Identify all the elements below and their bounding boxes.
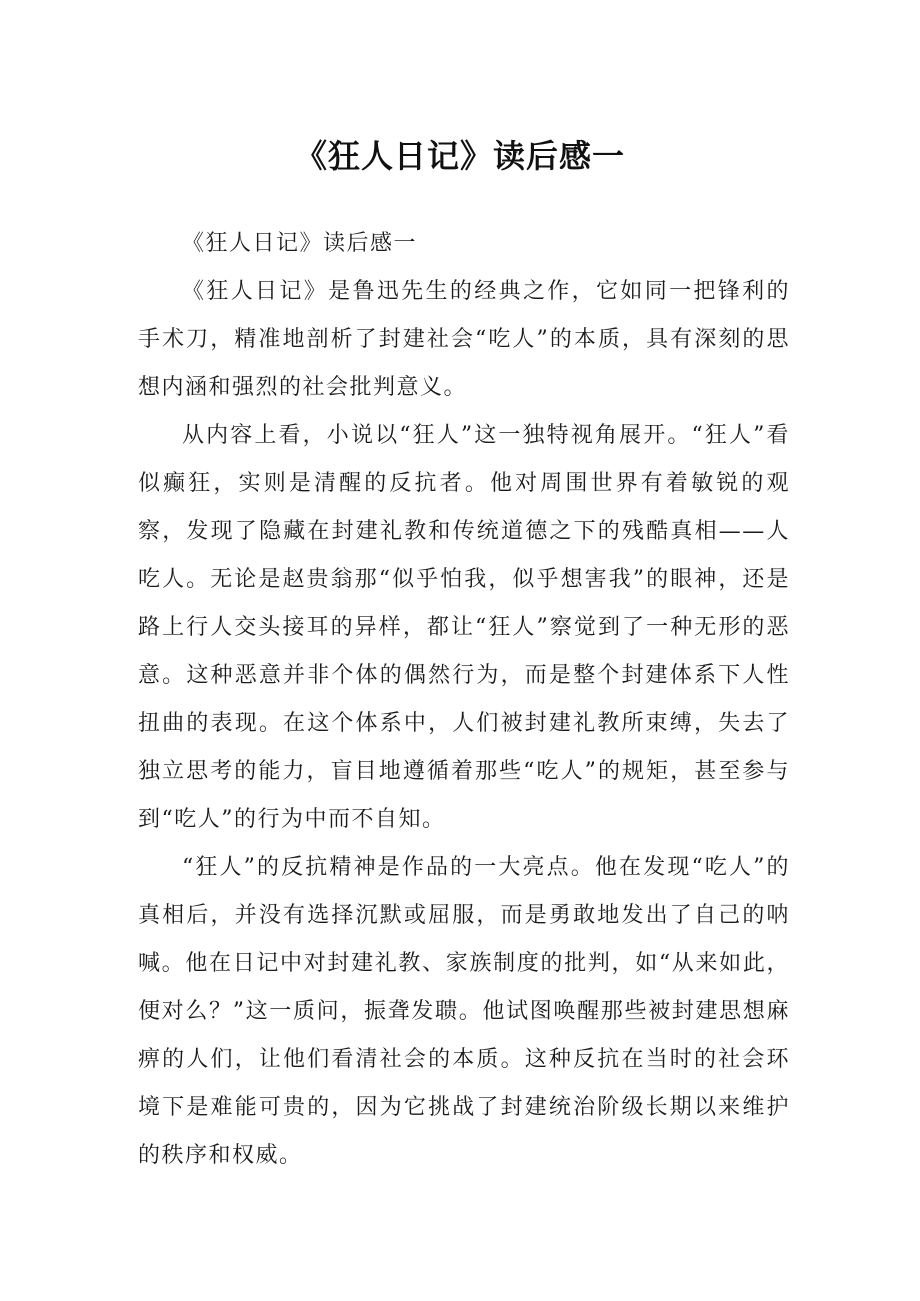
document-title: 《狂人日记》读后感一 [294, 137, 625, 175]
paragraph-2: 从内容上看，小说以“狂人”这一独特视角展开。“狂人”看似癫狂，实则是清醒的反抗者。他对周围世界有着敏锐的观察，发现了隐藏在封建礼教和传统道德之下的残酷真相——人吃人。无论是赵贵翁那“似乎怕我，似乎想害我”的眼神，还是路上行人交头接耳的异样，都让“狂人”察觉到了一种无形的恶意。这种恶意并非个体的偶然行为，而是整个封建体系下人性扭曲的表现。在这个体系中，人们被封建礼教所束缚，失去了独立思考的能力，盲目地遵循着那些“吃人”的规矩，甚至参与到“吃人”的行为中而不自知。 [138, 423, 790, 832]
paragraph-1: 《狂人日记》是鲁迅先生的经典之作，它如同一把锋利的手术刀，精准地剖析了封建社会“吃人”的本质，具有深刻的思想内涵和强烈的社会批判意义。 [138, 279, 790, 400]
document-body [138, 220, 790, 1180]
paragraph-3: “狂人”的反抗精神是作品的一大亮点。他在发现“吃人”的真相后，并没有选择沉默或屈服，而是勇敢地发出了自己的呐喊。他在日记中对封建礼教、家族制度的批判，如“从来如此，便对么？”这一质问，振聋发聩。他试图唤醒那些被封建思想麻痹的人们，让他们看清社会的本质。这种反抗在当时的社会环境下是难能可贵的，因为它挑战了封建统治阶级长期以来维护的秩序和权威。 [138, 855, 790, 1168]
subtitle-line: 《狂人日记》读后感一 [182, 231, 418, 256]
